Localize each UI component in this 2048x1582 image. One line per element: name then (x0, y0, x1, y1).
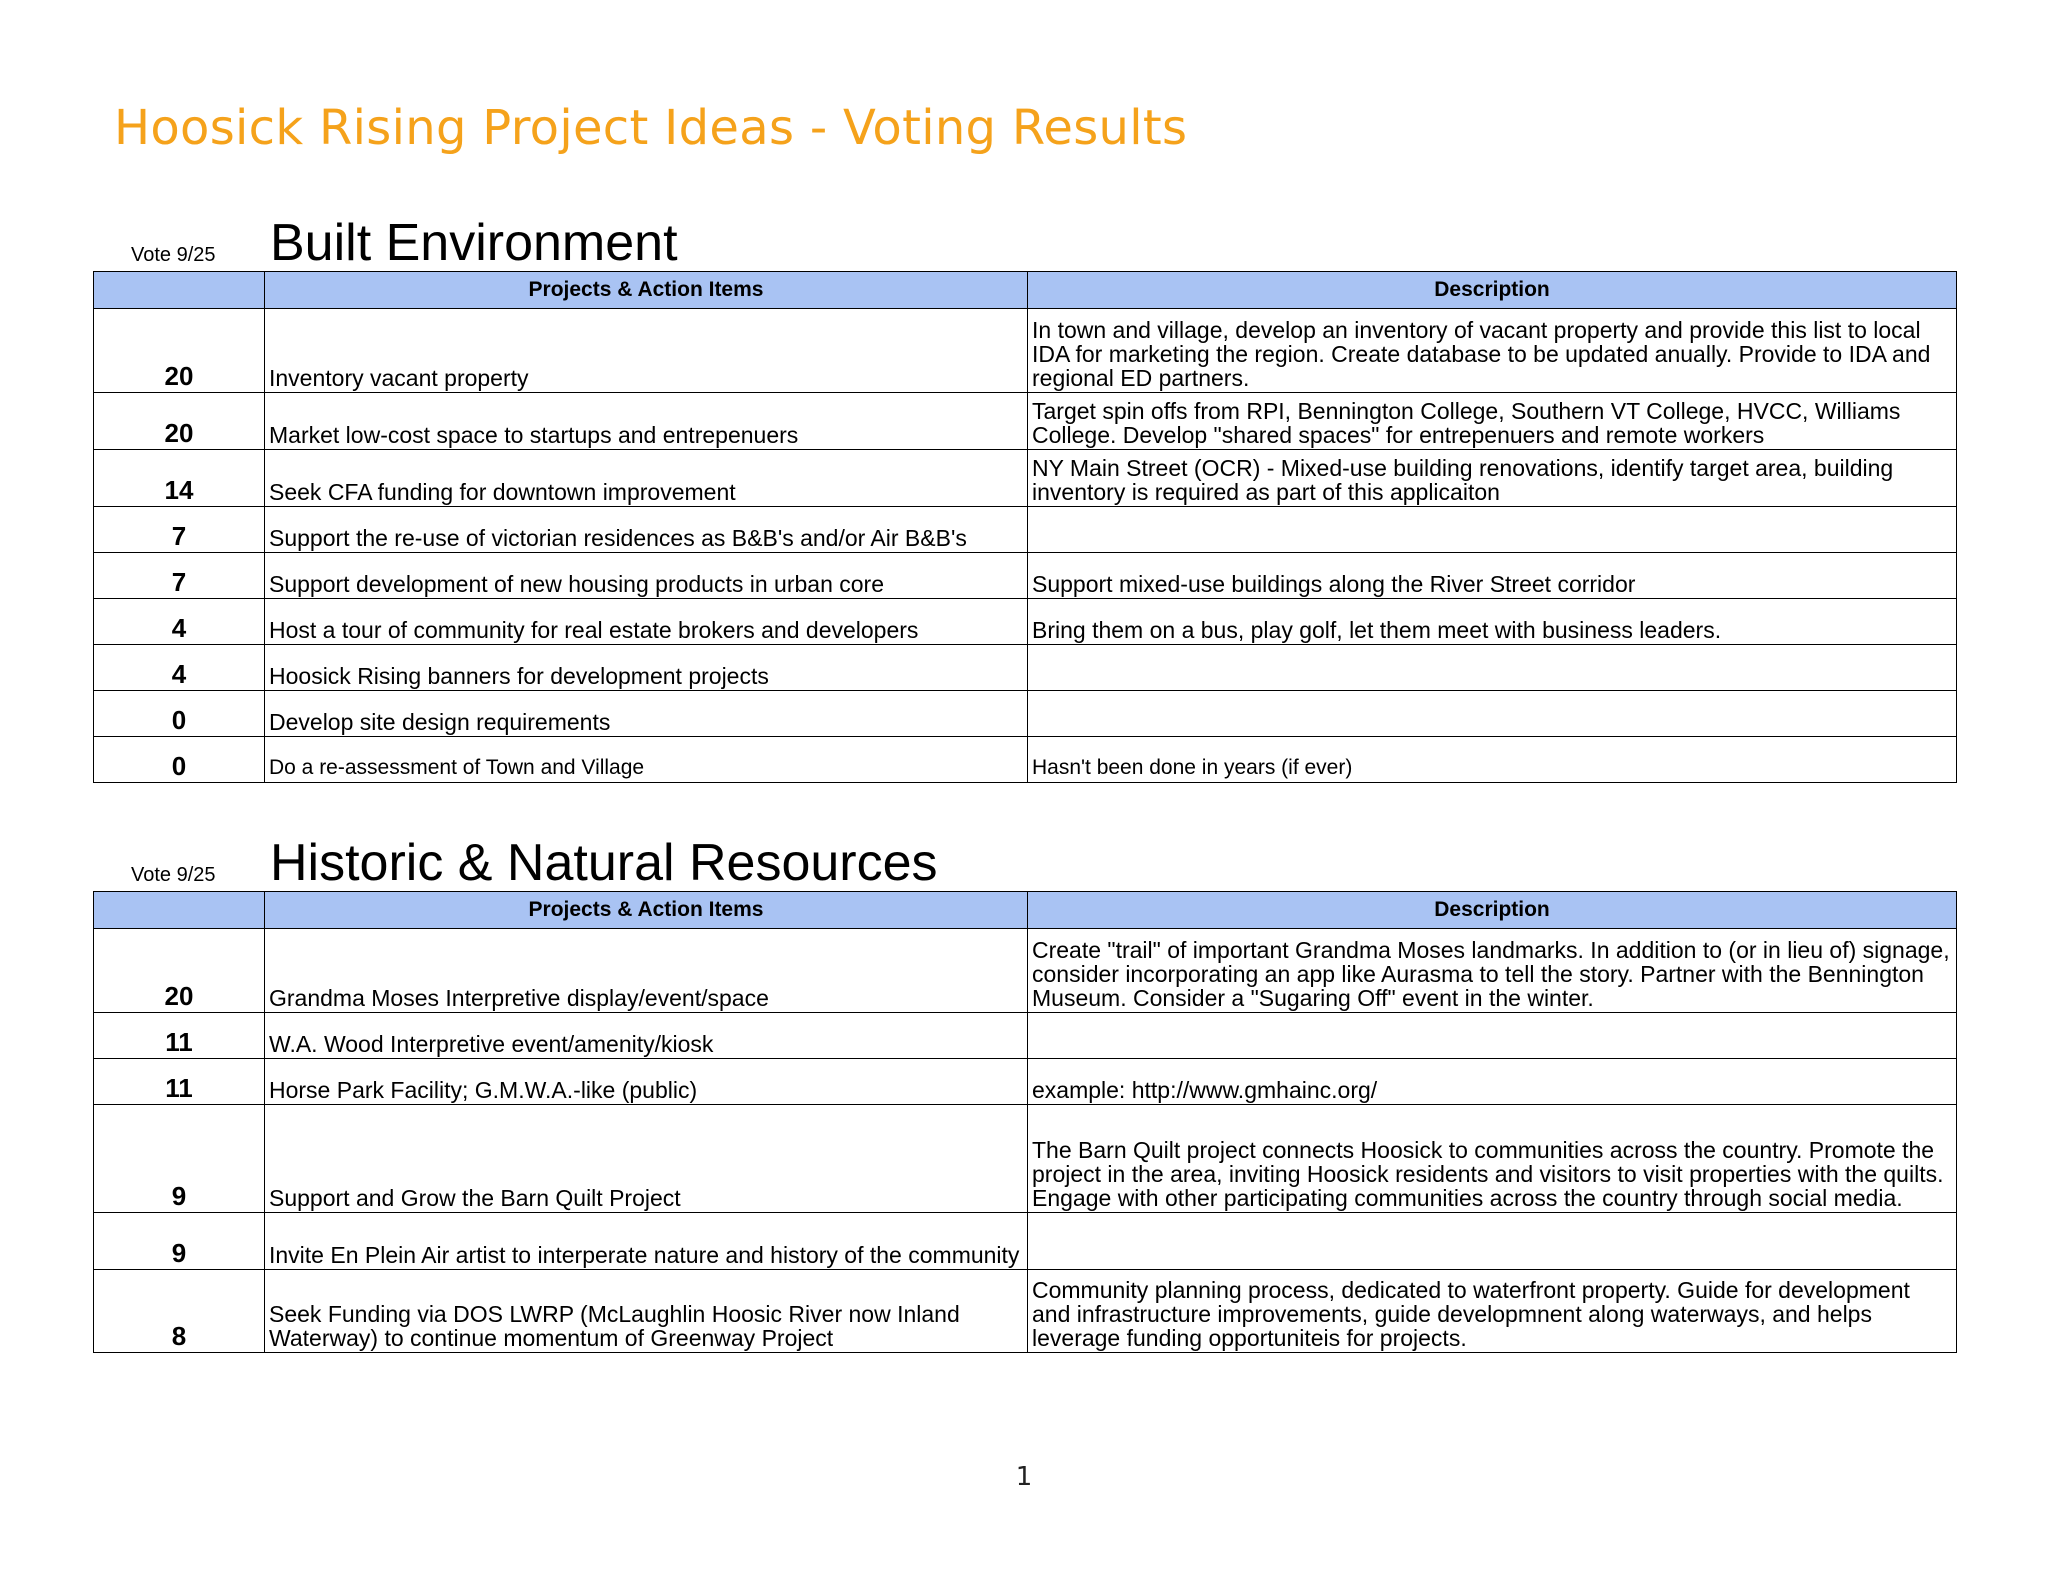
section-title: Historic & Natural Resources (270, 834, 938, 892)
table-row (94, 450, 1957, 507)
project-name: Support development of new housing products in urban core (265, 553, 1028, 599)
project-description: Target spin offs from RPI, Bennington College, Southern VT College, HVCC, Williams College. Develop "shared spaces" for entrepenuers and remote workers (1028, 393, 1957, 450)
project-description: Bring them on a bus, play golf, let them meet with business leaders. (1028, 599, 1957, 645)
project-name: Support and Grow the Barn Quilt Project (265, 1105, 1028, 1213)
project-description (1028, 507, 1957, 553)
table-row (94, 1270, 1957, 1353)
project-name: Seek Funding via DOS LWRP (McLaughlin Hoosic River now Inland Waterway) to continue momentum of Greenway Project (265, 1270, 1028, 1353)
vote-count: 14 (94, 450, 265, 507)
project-description: The Barn Quilt project connects Hoosick to communities across the country. Promote the project in the area, inviting Hoosick residents and visitors to visit properties with the quilts. Engage with other participating communities across the country through social media. (1028, 1105, 1957, 1213)
vote-label: Vote 9/25 (131, 244, 216, 266)
table-row (94, 599, 1957, 645)
table-row (94, 1013, 1957, 1059)
votes-column-header (94, 892, 265, 929)
project-name: Inventory vacant property (265, 309, 1028, 393)
project-description: Create "trail" of important Grandma Moses landmarks. In addition to (or in lieu of) signage, consider incorporating an app like Aurasma to tell the story. Partner with the Bennington Museum. Consider a "Sugaring Off" event in the winter. (1028, 929, 1957, 1013)
table-header-row (94, 272, 1957, 309)
vote-count: 11 (94, 1013, 265, 1059)
project-name: Market low-cost space to startups and entrepenuers (265, 393, 1028, 450)
project-description (1028, 691, 1957, 737)
vote-count: 4 (94, 599, 265, 645)
vote-count: 9 (94, 1213, 265, 1270)
project-name: Support the re-use of victorian residences as B&B's and/or Air B&B's (265, 507, 1028, 553)
vote-count: 0 (94, 691, 265, 737)
project-description (1028, 1213, 1957, 1270)
project-name: Develop site design requirements (265, 691, 1028, 737)
votes-column-header (94, 272, 265, 309)
project-name: W.A. Wood Interpretive event/amenity/kiosk (265, 1013, 1028, 1059)
table-row (94, 645, 1957, 691)
description-column-header: Description (1028, 272, 1957, 309)
vote-label: Vote 9/25 (131, 864, 216, 886)
section-header (93, 833, 1956, 891)
project-description: NY Main Street (OCR) - Mixed-use building renovations, identify target area, building inventory is required as part of this applicaiton (1028, 450, 1957, 507)
section-built-environment (93, 213, 1956, 783)
project-name: Host a tour of community for real estate brokers and developers (265, 599, 1028, 645)
vote-count: 20 (94, 309, 265, 393)
table-header-row (94, 892, 1957, 929)
section-header (93, 213, 1956, 271)
project-description (1028, 645, 1957, 691)
projects-table (93, 891, 1957, 1353)
project-name: Grandma Moses Interpretive display/event/space (265, 929, 1028, 1013)
project-name: Hoosick Rising banners for development projects (265, 645, 1028, 691)
table-row (94, 691, 1957, 737)
project-description (1028, 1013, 1957, 1059)
project-description: Hasn't been done in years (if ever) (1028, 737, 1957, 783)
project-name: Seek CFA funding for downtown improvement (265, 450, 1028, 507)
table-row (94, 929, 1957, 1013)
vote-count: 4 (94, 645, 265, 691)
vote-count: 11 (94, 1059, 265, 1105)
section-title: Built Environment (270, 214, 678, 272)
project-name: Invite En Plein Air artist to interperate nature and history of the community (265, 1213, 1028, 1270)
vote-count: 7 (94, 553, 265, 599)
project-name: Do a re-assessment of Town and Village (265, 737, 1028, 783)
project-name: Horse Park Facility; G.M.W.A.-like (public) (265, 1059, 1028, 1105)
table-row (94, 1059, 1957, 1105)
vote-count: 7 (94, 507, 265, 553)
projects-table (93, 271, 1957, 783)
table-row (94, 393, 1957, 450)
table-row (94, 553, 1957, 599)
vote-count: 9 (94, 1105, 265, 1213)
project-description: Community planning process, dedicated to waterfront property. Guide for development and infrastructure improvements, guide developmnent along waterways, and helps leverage funding opportuniteis for projects. (1028, 1270, 1957, 1353)
projects-column-header: Projects & Action Items (265, 892, 1028, 929)
description-column-header: Description (1028, 892, 1957, 929)
project-description: In town and village, develop an inventory of vacant property and provide this list to local IDA for marketing the region. Create database to be updated anually. Provide to IDA and regional ED partners. (1028, 309, 1957, 393)
table-row (94, 1105, 1957, 1213)
table-row (94, 1213, 1957, 1270)
project-description: example: http://www.gmhainc.org/ (1028, 1059, 1957, 1105)
table-row (94, 737, 1957, 783)
table-row (94, 309, 1957, 393)
table-row (94, 507, 1957, 553)
vote-count: 8 (94, 1270, 265, 1353)
project-description: Support mixed-use buildings along the River Street corridor (1028, 553, 1957, 599)
page-number: 1 (1015, 1462, 1033, 1492)
projects-column-header: Projects & Action Items (265, 272, 1028, 309)
vote-count: 20 (94, 929, 265, 1013)
vote-count: 0 (94, 737, 265, 783)
page-title: Hoosick Rising Project Ideas - Voting Results (114, 100, 1188, 156)
section-historic-natural-resources (93, 833, 1956, 1353)
vote-count: 20 (94, 393, 265, 450)
